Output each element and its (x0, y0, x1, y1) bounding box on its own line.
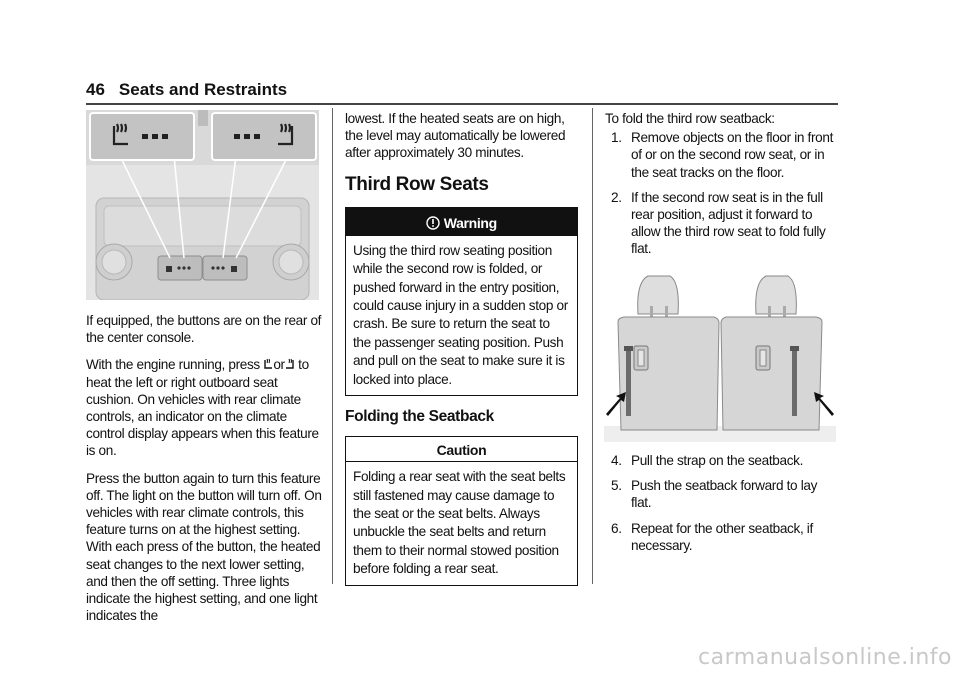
warning-icon (426, 216, 440, 230)
column-1 (86, 312, 322, 634)
caution-title: Caution (346, 437, 577, 462)
paragraph-heated-seat-settings: Press the button again to turn this feature off. The light on the button will turn off. On vehicles with rear climate controls, this feature turns on at the highest setting. With each press of the button, the heated seat changes to the next lower setting, and then the off setting. Three lights indicate the highest setting, and one light indicates the (86, 470, 322, 624)
paragraph-heated-seat-continued: lowest. If the heated seats are on high, the level may automatically be lowered after approximately 30 minutes. (345, 111, 566, 161)
caution-text: Folding a rear seat with the seat belts still fastened may cause damage to the seat or the seat belts. Always unbuckle the seat belts and return them to their normal stowed position before folding a rear seat. (353, 469, 566, 577)
heated-seat-right-icon-inline (285, 358, 295, 370)
column-2 (345, 110, 578, 586)
paragraph-fold-intro: To fold the third row seatback: (605, 111, 775, 126)
section-title: Seats and Restraints (118, 80, 288, 99)
list-item: 6. Repeat for the other seatback, if necessary. (611, 520, 813, 553)
warning-header (346, 208, 577, 236)
page-number: 46 (86, 80, 105, 99)
list-item: 5. Push the seatback forward to lay flat. (611, 478, 818, 511)
paragraph-console-location: If equipped, the buttons are on the rear of the center console. (86, 313, 322, 346)
heated-seat-left-icon-inline (263, 358, 273, 370)
watermark: carmanualsonline.info (698, 645, 952, 670)
page-header (86, 80, 287, 100)
column-3-lower (605, 452, 837, 562)
list-item: 4. Pull the strap on the seatback. (611, 453, 804, 468)
list-item: 1. Remove objects on the floor in front of or on the second row seat, or in the seat tracks on the floor. (611, 130, 833, 180)
column-divider-2 (592, 108, 593, 584)
section-heading-third-row-seats: Third Row Seats (345, 173, 489, 195)
steps-list-b (605, 452, 837, 554)
caution-box (345, 436, 578, 585)
warning-box (345, 207, 578, 396)
header-rule (86, 103, 838, 105)
warning-text: Using the third row seating position while the second row is folded, or pushed forward in the entry position, could cause injury in a sudden stop or crash. Be sure to return the seat to the passenger seating position. Push and pull on the seat to make sure it is locked into place. (353, 242, 568, 387)
heated-seat-buttons-figure (86, 110, 319, 300)
subheading-folding-seatback: Folding the Seatback (345, 408, 494, 426)
warning-title: Warning (443, 214, 497, 231)
paragraph-heated-seat-operation: With the engine running, press or to heat the left or right outboard seat cushion. On vehicles with rear climate controls, an indicator on the climate control display appears when this feature is on. (86, 357, 319, 459)
list-item: 2. If the second row seat is in the full rear position, adjust it forward to allow the third row seat to fold fully flat. (611, 189, 826, 257)
third-row-seat-figure (604, 266, 836, 442)
column-divider-1 (332, 108, 333, 584)
